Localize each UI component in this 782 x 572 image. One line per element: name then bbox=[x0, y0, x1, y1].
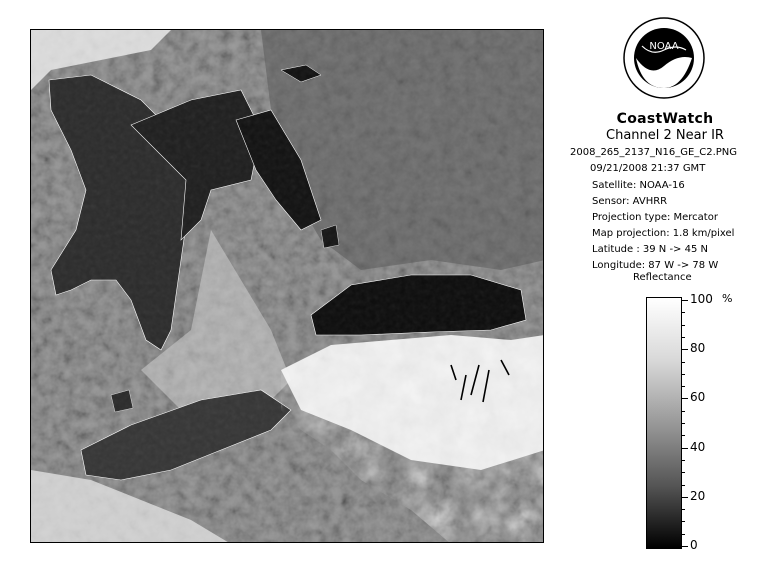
channel-subtitle: Channel 2 Near IR bbox=[606, 128, 724, 143]
satellite-label: Satellite: NOAA-16 bbox=[592, 180, 685, 191]
latitude-label: Latitude : 39 N -> 45 N bbox=[592, 244, 708, 255]
colorbar-tick-label: 40 bbox=[690, 439, 706, 454]
map-projection-label: Map projection: 1.8 km/pixel bbox=[592, 228, 735, 239]
colorbar-minor-tick bbox=[682, 312, 685, 313]
colorbar-minor-tick bbox=[682, 435, 685, 436]
reflectance-colorbar bbox=[646, 297, 682, 549]
colorbar-minor-tick bbox=[682, 534, 685, 535]
filename-label: 2008_265_2137_N16_GE_C2.PNG bbox=[570, 147, 738, 158]
colorbar-tick bbox=[682, 448, 688, 449]
colorbar-tick-label: 100 bbox=[690, 292, 713, 306]
colorbar-minor-tick bbox=[682, 337, 685, 338]
noaa-logo-icon bbox=[622, 16, 706, 100]
app-title: CoastWatch bbox=[616, 111, 714, 127]
colorbar-minor-tick bbox=[682, 509, 685, 510]
satellite-image bbox=[31, 30, 544, 543]
colorbar-minor-tick bbox=[682, 411, 685, 412]
colorbar-tick bbox=[682, 349, 688, 350]
colorbar-tick-label: 0 bbox=[690, 538, 698, 552]
logo-text: NOAA bbox=[649, 41, 679, 52]
colorbar-minor-tick bbox=[682, 325, 685, 326]
colorbar-tick-label: 60 bbox=[690, 390, 706, 405]
colorbar-minor-tick bbox=[682, 485, 685, 486]
colorbar-minor-tick bbox=[682, 460, 685, 461]
satellite-map bbox=[30, 29, 544, 543]
legend-title: Reflectance bbox=[633, 272, 692, 283]
colorbar-tick bbox=[682, 300, 688, 301]
legend-unit: % bbox=[722, 292, 733, 305]
sensor-label: Sensor: AVHRR bbox=[592, 196, 668, 207]
projection-type-label: Projection type: Mercator bbox=[592, 212, 718, 223]
timestamp-label: 09/21/2008 21:37 GMT bbox=[590, 163, 706, 174]
colorbar-minor-tick bbox=[682, 472, 685, 473]
colorbar-tick bbox=[682, 546, 688, 547]
colorbar-tick bbox=[682, 497, 688, 498]
colorbar-minor-tick bbox=[682, 362, 685, 363]
colorbar-minor-tick bbox=[682, 521, 685, 522]
colorbar-minor-tick bbox=[682, 374, 685, 375]
colorbar-tick bbox=[682, 398, 688, 399]
colorbar-tick-label: 80 bbox=[690, 341, 706, 356]
colorbar-minor-tick bbox=[682, 386, 685, 387]
colorbar-minor-tick bbox=[682, 423, 685, 424]
colorbar-tick-label: 20 bbox=[690, 488, 706, 503]
longitude-label: Longitude: 87 W -> 78 W bbox=[592, 260, 719, 271]
